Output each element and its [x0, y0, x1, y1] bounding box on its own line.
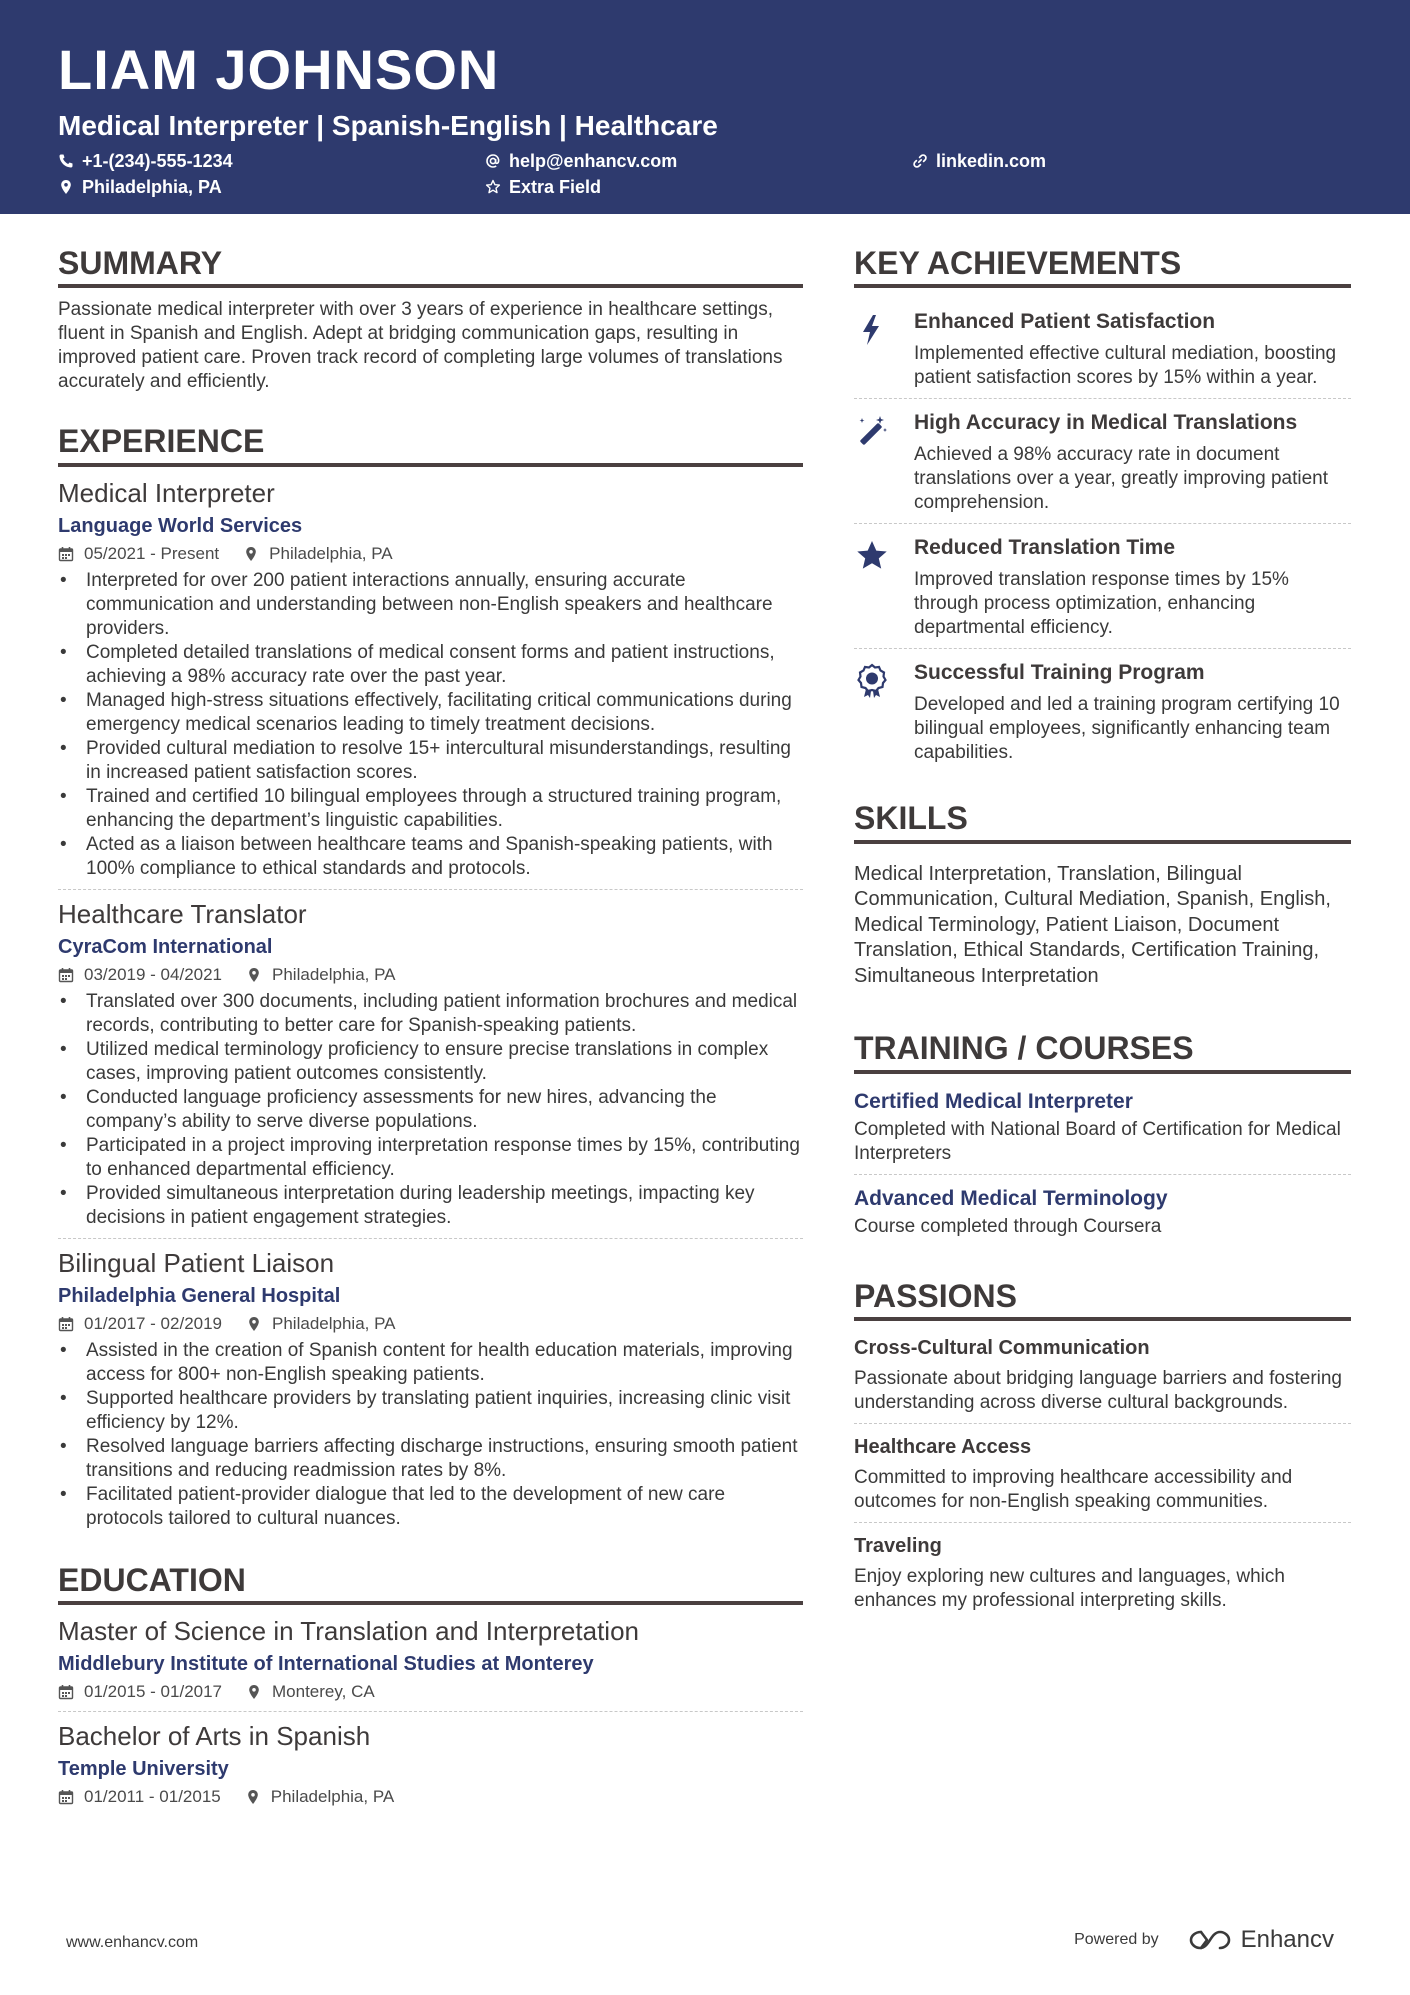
left-column — [58, 244, 803, 1844]
location-pin-icon — [246, 1316, 262, 1332]
job-dates — [58, 1314, 222, 1334]
company-name: Language World Services — [58, 514, 303, 537]
powered-by-label: Powered by — [1074, 1931, 1159, 1948]
skills-section — [854, 799, 1351, 989]
education-dates-text: 01/2011 - 01/2015 — [84, 1787, 221, 1807]
job-title: Bilingual Patient Liaison — [58, 1247, 335, 1278]
bullet-item: • Completed detailed translations of medical consent forms and patient instructions, achieving a 98% accuracy rate over the past year. — [58, 641, 803, 689]
candidate-name: LIAM JOHNSON — [58, 38, 500, 101]
lightning-icon — [854, 308, 914, 390]
passion-item — [854, 1423, 1351, 1522]
education-dates — [58, 1787, 221, 1807]
job-title: Healthcare Translator — [58, 898, 307, 929]
education-meta — [58, 1786, 803, 1808]
achievement-item — [854, 398, 1351, 523]
job-dates-text: 03/2019 - 04/2021 — [84, 964, 223, 984]
star-outline-icon — [485, 179, 501, 195]
contact-email-text: help@enhancv.com — [509, 150, 678, 171]
bullet-item: • Conducted language proficiency assessments for new hires, advancing the company’s ability to serve diverse populations. — [58, 1086, 803, 1134]
job-bullets — [58, 990, 803, 1230]
magic-wand-icon — [854, 409, 914, 515]
contact-phone-text: +1-(234)-555-1234 — [82, 150, 233, 171]
award-badge-icon — [854, 659, 914, 765]
passions-section — [854, 1277, 1351, 1621]
bullet-item: • Acted as a liaison between healthcare teams and Spanish-speaking patients, with 100% compliance to ethical standards and protocols. — [58, 833, 803, 881]
job-dates — [58, 965, 222, 985]
skills-list: Medical Interpretation, Translation, Bilingual Communication, Cultural Mediation, Spanish, English, Medical Terminology, Patient Liaison, Document Translation, Ethical Standards, Certification Training, Simultaneous Interpretation — [854, 862, 1331, 987]
contact-location-text: Philadelphia, PA — [82, 176, 222, 197]
summary-section — [58, 244, 803, 394]
resume-header — [0, 0, 1410, 214]
achievement-desc: Improved translation response times by 15% through process optimization, enhancing departmental efficiency. — [914, 569, 1289, 639]
passion-item — [854, 1331, 1351, 1423]
skills-title: SKILLS — [854, 799, 1351, 843]
bullet-item: • Trained and certified 10 bilingual employees through a structured training program, enhancing the department’s linguistic capabilities. — [58, 785, 803, 833]
course-title: Certified Medical Interpreter — [854, 1089, 1133, 1113]
bullet-item: • Facilitated patient-provider dialogue that led to the development of new care protocols tailored to cultural nuances. — [58, 1483, 803, 1531]
location-pin-icon — [245, 1789, 261, 1805]
achievement-title: High Accuracy in Medical Translations — [914, 411, 1298, 435]
contact-linkedin-text: linkedin.com — [936, 150, 1047, 171]
degree-title: Bachelor of Arts in Spanish — [58, 1721, 371, 1752]
location-pin-icon — [243, 546, 259, 562]
achievement-desc: Achieved a 98% accuracy rate in document translations over a year, greatly improving patient comprehension. — [914, 444, 1328, 514]
bullet-item: • Resolved language barriers affecting discharge instructions, ensuring smooth patient transitions and reducing readmission rates by 8%. — [58, 1435, 803, 1483]
location-pin-icon — [58, 179, 74, 195]
achievement-title: Successful Training Program — [914, 661, 1205, 685]
education-dates-text: 01/2015 - 01/2017 — [84, 1682, 223, 1702]
bullet-item: • Provided cultural mediation to resolve 15+ intercultural misunderstandings, resulting in increased patient satisfaction scores. — [58, 737, 803, 785]
contact-extra-text: Extra Field — [509, 176, 602, 197]
achievement-title: Reduced Translation Time — [914, 536, 1176, 560]
at-sign-icon — [485, 153, 501, 169]
right-column — [854, 244, 1351, 1649]
bullet-item: • Interpreted for over 200 patient interactions annually, ensuring accurate communication and understanding between non-English speakers and healthcare providers. — [58, 569, 803, 641]
course-item — [854, 1174, 1351, 1247]
bullet-item: • Assisted in the creation of Spanish content for health education materials, improving access for 800+ non-English speaking patients. — [58, 1339, 803, 1387]
job-title: Medical Interpreter — [58, 477, 275, 508]
bullet-item: • Supported healthcare providers by translating patient inquiries, increasing clinic visit efficiency by 12%. — [58, 1387, 803, 1435]
school-name: Temple University — [58, 1758, 229, 1781]
experience-entry — [58, 889, 803, 1238]
footer-branding[interactable] — [1074, 1926, 1334, 1954]
contact-location — [58, 176, 485, 198]
job-location-text: Philadelphia, PA — [272, 964, 396, 984]
passion-desc: Enjoy exploring new cultures and languages, which enhances my professional interpreting skills. — [854, 1566, 1285, 1612]
passion-desc: Committed to improving healthcare accessibility and outcomes for non-English speaking communities. — [854, 1467, 1293, 1513]
job-location — [246, 965, 396, 985]
training-title: TRAINING / COURSES — [854, 1029, 1351, 1073]
bullet-item: • Utilized medical terminology proficiency to ensure precise translations in complex cases, improving patient outcomes consistently. — [58, 1038, 803, 1086]
location-pin-icon — [246, 967, 262, 983]
footer-website[interactable]: www.enhancv.com — [66, 1934, 199, 1951]
job-location — [246, 1314, 396, 1334]
achievement-item — [854, 523, 1351, 648]
education-section — [58, 1561, 803, 1816]
job-meta — [58, 964, 803, 986]
passions-title: PASSIONS — [854, 1277, 1351, 1321]
job-meta — [58, 1313, 803, 1335]
contact-phone[interactable] — [58, 150, 485, 172]
passion-title: Healthcare Access — [854, 1436, 1032, 1459]
achievement-desc: Implemented effective cultural mediation, boosting patient satisfaction scores by 15% within a year. — [914, 343, 1337, 389]
degree-title: Master of Science in Translation and Interpretation — [58, 1616, 639, 1647]
job-location-text: Philadelphia, PA — [269, 543, 393, 563]
achievement-desc: Developed and led a training program certifying 10 bilingual employees, significantly enhancing team capabilities. — [914, 694, 1340, 764]
enhancv-logo-text: Enhancv — [1240, 1926, 1334, 1953]
bullet-item: • Translated over 300 documents, including patient information brochures and medical records, contributing to better care for Spanish-speaking patients. — [58, 990, 803, 1038]
contact-extra — [485, 176, 912, 198]
job-bullets — [58, 1339, 803, 1531]
job-dates-text: 01/2017 - 02/2019 — [84, 1313, 223, 1333]
job-meta — [58, 543, 803, 565]
company-name: CyraCom International — [58, 935, 273, 958]
course-desc: Course completed through Coursera — [854, 1215, 1162, 1237]
experience-section — [58, 422, 803, 1538]
passion-desc: Passionate about bridging language barriers and fostering understanding across diverse cultural backgrounds. — [854, 1368, 1342, 1414]
contact-info — [58, 150, 1352, 198]
link-icon — [912, 153, 928, 169]
calendar-icon — [58, 1789, 74, 1805]
job-bullets — [58, 569, 803, 881]
calendar-icon — [58, 546, 74, 562]
summary-text: Passionate medical interpreter with over 3 years of experience in healthcare settings, fluent in Spanish and English. Adept at bridging communication gaps, resulting in improved patient care. Proven track record of completing large volumes of translations accurately and efficiently. — [58, 299, 783, 393]
calendar-icon — [58, 1316, 74, 1332]
experience-entry — [58, 477, 803, 889]
bullet-item: • Participated in a project improving interpretation response times by 15%, contributing to enhanced departmental efficiency. — [58, 1134, 803, 1182]
star-icon — [854, 534, 914, 640]
training-section — [854, 1029, 1351, 1246]
summary-title: SUMMARY — [58, 244, 803, 288]
job-location — [243, 544, 393, 564]
achievement-title: Enhanced Patient Satisfaction — [914, 310, 1216, 334]
achievement-item — [854, 648, 1351, 773]
achievement-item — [854, 298, 1351, 398]
calendar-icon — [58, 967, 74, 983]
job-dates — [58, 544, 219, 564]
enhancv-logo-icon — [1187, 1928, 1233, 1952]
contact-linkedin[interactable] — [912, 150, 1339, 172]
contact-email[interactable] — [485, 150, 912, 172]
education-meta — [58, 1681, 803, 1703]
education-dates — [58, 1682, 222, 1702]
education-location — [246, 1682, 375, 1702]
school-name: Middlebury Institute of International Studies at Monterey — [58, 1653, 594, 1676]
education-title: EDUCATION — [58, 1561, 803, 1605]
bullet-item: • Managed high-stress situations effectively, facilitating critical communications during emergency medical scenarios leading to timely treatment decisions. — [58, 689, 803, 737]
location-pin-icon — [246, 1684, 262, 1700]
education-entry — [58, 1711, 803, 1816]
education-location-text: Philadelphia, PA — [270, 1787, 395, 1807]
company-name: Philadelphia General Hospital — [58, 1284, 341, 1307]
job-location-text: Philadelphia, PA — [272, 1313, 396, 1333]
course-item — [854, 1084, 1351, 1174]
education-entry — [58, 1615, 803, 1711]
job-dates-text: 05/2021 - Present — [84, 543, 220, 563]
passion-title: Traveling — [854, 1535, 942, 1558]
candidate-headline: Medical Interpreter | Spanish-English | Healthcare — [58, 110, 718, 141]
experience-entry — [58, 1238, 803, 1539]
passion-item — [854, 1522, 1351, 1621]
course-desc: Completed with National Board of Certification for Medical Interpreters — [854, 1118, 1341, 1164]
education-location-text: Monterey, CA — [272, 1682, 375, 1702]
passion-title: Cross-Cultural Communication — [854, 1337, 1150, 1360]
education-location — [245, 1787, 395, 1807]
achievements-section — [854, 244, 1351, 773]
bullet-item: • Provided simultaneous interpretation during leadership meetings, impacting key decisions in patient engagement strategies. — [58, 1182, 803, 1230]
calendar-icon — [58, 1684, 74, 1700]
achievements-title: KEY ACHIEVEMENTS — [854, 244, 1351, 288]
experience-title: EXPERIENCE — [58, 422, 803, 466]
phone-icon — [58, 153, 74, 169]
course-title: Advanced Medical Terminology — [854, 1186, 1168, 1210]
